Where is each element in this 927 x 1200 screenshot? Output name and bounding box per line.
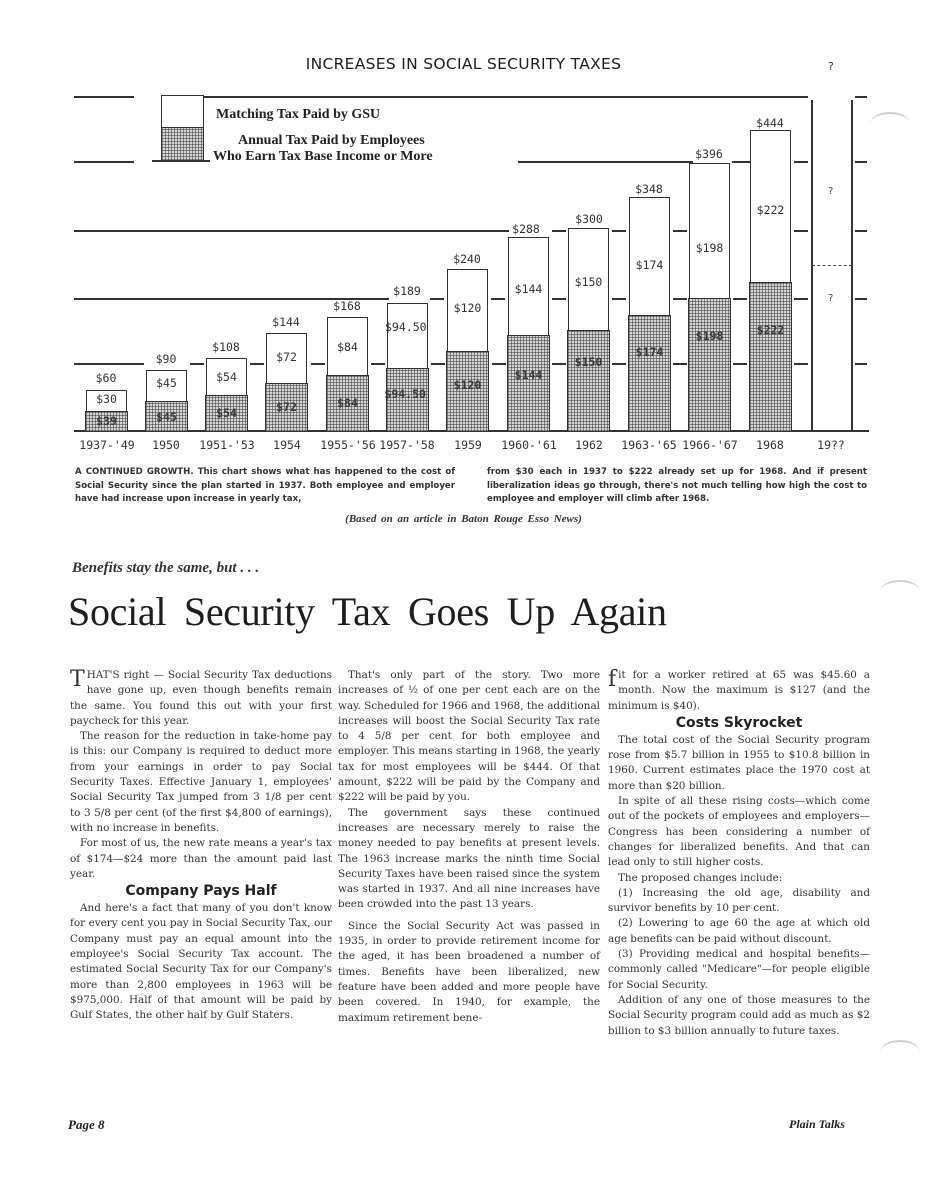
bar-total-value: $240	[453, 252, 481, 266]
gridline	[855, 96, 867, 98]
article-kicker: Benefits stay the same, but . . .	[72, 560, 260, 576]
x-label: 1963-'65	[621, 438, 677, 452]
x-label: 1957-'58	[379, 438, 435, 452]
paragraph: The government says these continued increases are necessary merely to raise the money needed to pay benefits at present levels. The 1963 increase marks the ninth time Social Security Taxes have been raised since the system was started in 1937. And all nine increases have been crowded into the past 13 years.	[338, 806, 600, 911]
bar-employee-segment	[688, 298, 730, 432]
bar-employer-value: $120	[453, 301, 482, 315]
bar-employee-segment	[628, 315, 670, 432]
gridline	[612, 230, 626, 232]
gridline	[74, 96, 134, 98]
bar-employer-value: $144	[514, 282, 543, 296]
article-headline: Social Security Tax Goes Up Again	[68, 589, 667, 634]
paragraph: In spite of all these rising costs—which come out of the pockets of employees and employers—Congress has been considering a number of changes for liberalized benefits. And that can lead only to still higher costs.	[608, 795, 870, 869]
binder-ring-mark	[870, 112, 910, 136]
bar-employer-value: $54	[216, 370, 237, 384]
paragraph: For most of us, the new rate means a year's tax of $174—$24 more than the amount paid last year.	[70, 837, 332, 880]
bar-total-value: $396	[695, 147, 723, 161]
legend-label-employer: Matching Tax Paid by GSU	[216, 107, 381, 122]
gridline	[74, 230, 509, 232]
x-label: 19??	[817, 438, 845, 452]
bar-1951-53	[206, 358, 247, 431]
bar-employee-segment	[749, 282, 791, 432]
bar-total-value: $444	[756, 116, 784, 130]
bar-employee-segment	[85, 411, 127, 432]
x-label: 1959	[454, 438, 482, 452]
bar-employee-segment	[265, 383, 307, 432]
paragraph: (1) Increasing the old age, disability and survivor benefits by 10 per cent.	[608, 886, 870, 915]
bar-employee-segment	[205, 395, 247, 432]
binder-ring-mark	[880, 580, 920, 604]
bar-employer-value: $174	[635, 258, 664, 272]
gridline	[250, 363, 264, 365]
gridline	[733, 363, 747, 365]
paragraph: fit for a worker retired at 65 was $45.60 a month. Now the maximum is $127 (and the minimum is $40).	[608, 667, 870, 712]
gridline	[794, 161, 808, 163]
bar-employee-value: $72	[276, 399, 297, 414]
subhead-company-pays-half: Company Pays Half	[125, 883, 277, 900]
bar-employer-value: $198	[695, 241, 724, 255]
bar-1950	[146, 370, 187, 431]
bar-employer-value: $84	[337, 340, 358, 354]
bar-1959	[447, 269, 488, 431]
gridline	[855, 298, 867, 300]
gridline	[794, 230, 808, 232]
bar-employee-value: $39	[96, 413, 117, 428]
gridline	[492, 363, 506, 365]
legend-swatch-employer	[161, 95, 204, 129]
caption-source: (Based on an article in Baton Rouge Esso News)	[345, 513, 582, 525]
bar-total-value: $90	[155, 352, 177, 366]
gridline	[74, 363, 144, 365]
x-label: 1951-'53	[199, 438, 255, 452]
gridline	[518, 161, 693, 163]
bar-employee-value: $45	[156, 409, 177, 424]
bar-employee-segment	[446, 351, 488, 432]
paragraph: (2) Lowering to age 60 the age at which old age benefits can be paid without discount.	[608, 917, 870, 945]
bar-employee-value: $174	[635, 344, 664, 359]
paragraph: The proposed changes include:	[618, 871, 783, 884]
bar-employee-value: $94.50	[384, 386, 426, 401]
paragraph: The total cost of the Social Security program rose from $5.7 billion in 1955 to $10.8 billion in 1960. Current estimates place the 1970 cost at more than $20 billion.	[608, 733, 870, 792]
x-label: 1937-'49	[79, 438, 135, 452]
paragraph: Since the Social Security Act was passed in 1935, in order to provide retirement income for the aged, it has been broadened a number of times. Benefits have been liberalized, new feature have been added and more people have been covered. In 1940, for example, the maximum retirement bene-	[338, 919, 600, 1024]
bar-employee-value: $144	[514, 367, 543, 382]
caption-left-text: This chart shows what has happened to the cost of Social Security since the plan started in 1937. Both employee and employer have had increase upon increase in yearly tax,	[75, 467, 455, 504]
bar-1937-49	[86, 390, 127, 431]
legend-base	[152, 160, 210, 162]
gridline	[431, 363, 445, 365]
bar-employee-segment	[507, 335, 549, 432]
bar-employer-value: $94.50	[385, 320, 427, 334]
gridline	[172, 96, 808, 98]
future-upper-qmark: ?	[828, 186, 834, 197]
paragraph: (3) Providing medical and hospital benefits—commonly called "Medicare"—for people eligible for Social Security.	[608, 948, 870, 991]
bar-1957-58	[384, 303, 428, 431]
bar-employee-segment	[145, 401, 187, 432]
legend-swatch-employee	[161, 127, 204, 161]
gridline	[371, 363, 385, 365]
bar-employee-value: $120	[453, 377, 482, 392]
caption-lead: A CONTINUED GROWTH.	[75, 467, 194, 477]
bar-1955-56	[327, 317, 368, 431]
gridline	[74, 161, 134, 163]
gridline	[552, 298, 566, 300]
bar-total-value: $144	[272, 315, 300, 329]
bar-total-value: $300	[575, 212, 603, 226]
x-label: 1966-'67	[682, 438, 738, 452]
bar-total-value: $348	[635, 182, 663, 196]
bar-employee-value: $222	[756, 322, 785, 337]
bar-employee-value: $198	[695, 328, 724, 343]
paragraph: And here's a fact that many of you don't know for every cent you pay in Social Security Tax, our Company must pay an equal amount into the employee's Social Security Tax account. The estimated Social Security Tax for our Company's more than 2,800 employees in 1963 will be $975,000. Half of that amount will be paid by Gulf States, the other half by Gulf Staters.	[70, 902, 332, 1022]
bar-employer-value: $150	[574, 275, 603, 289]
gridline	[311, 363, 325, 365]
bar-employee-segment	[386, 368, 428, 432]
gridline	[733, 298, 747, 300]
x-label: 1962	[575, 438, 603, 452]
bar-1960-61	[508, 237, 549, 431]
gridline	[612, 298, 626, 300]
publication-name: Plain Talks	[789, 1117, 845, 1131]
gridline	[794, 363, 808, 365]
bar-employer-value: $45	[156, 376, 177, 390]
bar-1963-65	[629, 197, 670, 431]
legend-label-employee-2: Who Earn Tax Base Income or More	[213, 149, 433, 164]
bar-employer-value: $222	[756, 203, 785, 217]
article-column-1	[70, 668, 332, 1024]
x-label: 1955-'56	[320, 438, 376, 452]
gridline	[612, 363, 626, 365]
bar-1954	[266, 333, 307, 431]
article-column-3	[608, 668, 870, 1039]
gridline	[430, 298, 444, 300]
bar-1962	[568, 228, 609, 431]
legend-label-employee-1: Annual Tax Paid by Employees	[238, 133, 425, 148]
caption-right: from $30 each in 1937 to $222 already set up for 1968. And if present liberalization ideas go through, there's not much telling how high the cost to employee and employer will climb after 1968.	[487, 467, 867, 504]
bar-1968	[750, 130, 791, 431]
future-column-divider	[812, 265, 852, 266]
gridline	[491, 298, 505, 300]
subhead-costs-skyrocket: Costs Skyrocket	[675, 714, 803, 731]
gridline	[855, 363, 867, 365]
gridline	[794, 298, 808, 300]
bar-total-value: $168	[333, 299, 361, 313]
page-number: Page 8	[68, 1117, 105, 1132]
gridline	[673, 363, 687, 365]
gridline	[673, 298, 687, 300]
gridline	[552, 363, 566, 365]
gridline	[855, 230, 867, 232]
x-label: 1960-'61	[501, 438, 557, 452]
chart-title: INCREASES IN SOCIAL SECURITY TAXES	[305, 55, 622, 73]
bar-total-value: $189	[393, 284, 421, 298]
paragraph: THAT'S right — Social Security Tax deductions have gone up, even though benefits remain the same. You found this out with your first paycheck for this year.	[70, 667, 332, 727]
bar-employer-value: $72	[276, 350, 297, 364]
bar-employee-value: $150	[574, 354, 603, 369]
bar-employee-value: $54	[216, 405, 237, 420]
future-lower-qmark: ?	[828, 293, 834, 304]
corner-question-mark: ?	[828, 60, 834, 73]
caption-left	[75, 466, 455, 507]
gridline	[673, 230, 687, 232]
paragraph: Addition of any one of those measures to the Social Security program could add as much as $2 billion to $3 billion annually to future taxes.	[608, 993, 870, 1037]
x-label: 1968	[756, 438, 784, 452]
gridline	[855, 161, 867, 163]
gridline	[732, 161, 752, 163]
bar-employee-segment	[567, 330, 609, 432]
paragraph: That's only part of the story. Two more increases of ½ of one per cent each are on the way. Scheduled for 1966 and 1968, the additional increases will boost the Social Security Tax rate to 4 5/8 per cent for both employee and employer. This means starting in 1968, the yearly tax for most employees will be $444. Of that amount, $222 will be paid by the Company and $222 will be paid by you.	[338, 669, 600, 804]
bar-employee-segment	[326, 375, 368, 432]
bar-total-value: $60	[95, 371, 117, 385]
binder-ring-mark	[880, 1040, 920, 1064]
bar-employer-value: $30	[96, 392, 117, 406]
x-label: 1954	[273, 438, 301, 452]
bar-1966-67	[689, 163, 730, 431]
bar-total-value: $108	[212, 340, 240, 354]
bar-total-value: $288	[512, 222, 540, 236]
bar-employee-value: $84	[337, 395, 358, 410]
article-column-2	[338, 668, 600, 1026]
x-label: 1950	[152, 438, 180, 452]
paragraph: The reason for the reduction in take-home pay is this: our Company is required to deduct more from your earnings in order to pay Social Security Taxes. Effective January 1, employees' Social Security Tax jumped from 3 1/8 per cent to 3 5/8 per cent (of the first $4,800 of earnings), with no increase in benefits.	[70, 730, 332, 834]
